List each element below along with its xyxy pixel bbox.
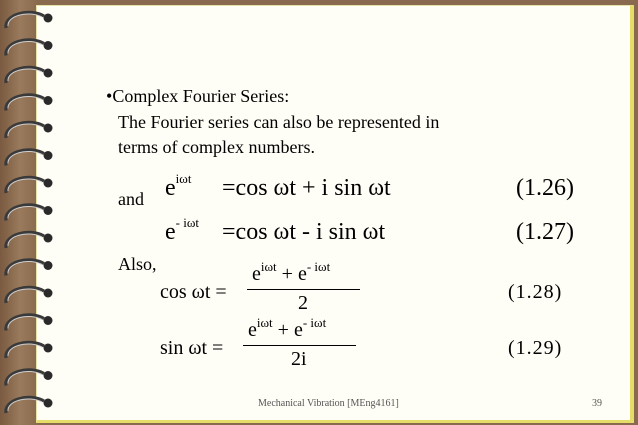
spiral-ring [6,287,44,303]
eq-129-lhs: sin ωt = [160,337,224,359]
spiral-ring [6,67,44,83]
eq-128-numerator: $e^{i\omega t} + e^{- i\omega t}$ [252,259,331,285]
spiral-ring [6,370,44,386]
binding-hole [44,289,53,298]
binding-hole [44,69,53,78]
spiral-ring [6,232,44,248]
body-line-1: The Fourier series can also be represented in [118,112,440,132]
binding-hole [44,14,53,23]
spiral-ring [6,95,44,111]
binding-hole [44,96,53,105]
binding-hole [44,151,53,160]
spiral-ring [6,122,44,138]
and-label: and [118,189,144,209]
slide-page [36,5,634,423]
binding-hole [44,316,53,325]
spiral-ring [6,205,44,221]
eq-128-denominator: 2 [298,292,308,314]
bullet-heading: •Complex Fourier Series: [106,86,290,106]
spiral-ring [6,40,44,56]
binding-hole [44,261,53,270]
eq-128-lhs: cos ωt = [160,281,227,303]
spiral-ring [6,315,44,331]
eq-129-fraction-bar [243,345,356,346]
eq-128-fraction-bar [247,289,360,290]
eq-127-lhs: $e^{- i\omega t}$ [165,215,200,245]
binding-hole [44,179,53,188]
eq-129-denominator: 2i [291,348,307,370]
spiral-ring [6,260,44,276]
body-line-2: terms of complex numbers. [118,137,315,157]
binding-hole [44,41,53,50]
eq-129-numerator: $e^{i\omega t} + e^{- i\omega t}$ [248,315,327,341]
binding-hole [44,124,53,133]
spiral-ring [6,397,44,413]
eq-126-rhs: =cos ωt + i sin ωt [222,175,391,201]
eq-126-lhs: $e^{i\omega t}$ [165,171,192,201]
spiral-ring [6,177,44,193]
binding-hole [44,344,53,353]
binding-hole [44,206,53,215]
footer-page-number: 39 [592,398,602,409]
eq-128-number: (1.28) [508,281,563,303]
spiral-ring [6,150,44,166]
binding-hole [44,234,53,243]
spiral-ring [6,342,44,358]
footer-course: Mechanical Vibration [MEng4161] [258,398,399,409]
spiral-binding [0,0,70,425]
eq-127-number: (1.27) [516,219,574,245]
eq-129-number: (1.29) [508,337,563,359]
eq-126-number: (1.26) [516,175,574,201]
spiral-ring [6,12,44,28]
eq-127-rhs: =cos ωt - i sin ωt [222,219,386,245]
binding-hole [44,399,53,408]
binding-hole [44,371,53,380]
also-label: Also, [118,254,157,274]
bullet-title: Complex Fourier Series: [112,86,290,106]
